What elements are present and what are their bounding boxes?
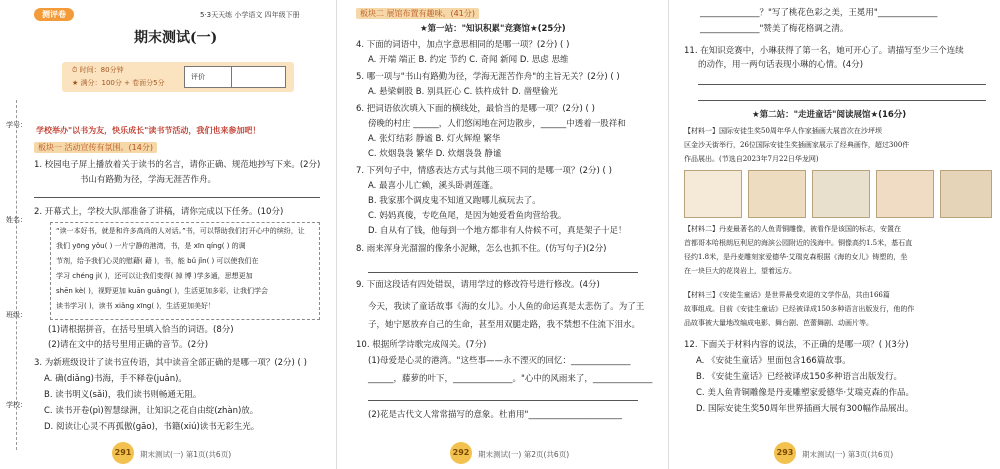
q7-option[interactable]: B. 我家那个调皮鬼不知道又跑哪儿疯玩去了。: [368, 196, 541, 206]
q1-quote: 书山有路勤为径，学海无涯苦作舟。: [80, 175, 217, 185]
student-id-label: 学号：: [6, 121, 27, 129]
station2-heading: ★第二站："走进童话"阅读展馆★(16分): [752, 110, 907, 120]
binding-line: [16, 100, 17, 450]
q5-options[interactable]: A. 悬梁刺股 B. 别具匠心 C. 铁杵成针 D. 凿壁偷光: [368, 87, 558, 97]
series-label: 5·3天天练 小学语文 四年级下册: [200, 11, 300, 19]
q2-line: “读一本好书，就是和许多高尚的人对话。”书，可以帮助我们打开心中的缤纷，让: [56, 227, 305, 235]
illustration-image: [684, 170, 742, 218]
q3-text: 3. 为新班级设计了读书宣传语，其中读音全部正确的是哪一项？(2分) ( ): [34, 358, 307, 368]
q10-answer-line[interactable]: [368, 400, 638, 401]
material3-line: 品故事被大量地改编成电影、舞台剧、芭蕾舞剧、动画片等。: [684, 319, 873, 327]
q12-text: 12. 下面关于材料内容的说法，不正确的是哪一项？( )(3分): [684, 340, 909, 350]
illustration-image: [940, 170, 992, 218]
test-badge: 测评卷: [34, 8, 74, 21]
page-number-badge: 291: [112, 442, 134, 464]
material1-line: 作品展出。(节选自2023年7月22日华龙网): [684, 155, 819, 163]
q2-line: 我们 yōng yǒu( ) 一片宁静的港湾，书，是 xīn qíng( ) 的调: [56, 242, 246, 250]
section2-heading: 板块二 展馆布置有趣味。(41分): [356, 8, 479, 19]
q6-option[interactable]: A. 张灯结彩 静谧 B. 灯火辉煌 繁华: [368, 134, 501, 144]
school-label: 学校：: [6, 401, 27, 409]
class-label: 班级：: [6, 311, 27, 319]
q3-option[interactable]: C. 读书开卷(pì)智慧绿洲，让知识之花自由绽(zhàn)放。: [44, 406, 259, 416]
student-name-label: 姓名：: [6, 216, 27, 224]
exam-full-score: ★ 满分：100分 + 卷面分5分: [72, 79, 165, 87]
q12-option[interactable]: A. 《安徒生童话》里面包含166篇故事。: [696, 356, 851, 366]
q2-text: 2. 开幕式上，学校大队部准备了讲稿，请你完成以下任务。(10分): [34, 207, 284, 217]
material1-line: 【材料一】国际安徒生奖50周年华人作家插画大展首次在沙坪坝: [684, 127, 882, 135]
score-box[interactable]: [184, 66, 286, 88]
score-divider: [231, 67, 232, 87]
material2-line: 在一块巨大的花岗岩上，望着远方。: [684, 267, 796, 275]
illustration-image: [812, 170, 870, 218]
material2-line: 【材料二】丹麦最著名的人鱼青铜雕像，被看作是该国的标志，安置在: [684, 225, 901, 233]
q2-line: shēn kè( )，视野更加 kuān guǎng( )，生活更加多彩，让我们学会: [56, 287, 269, 295]
page-footer: 期末测试(一) 第1页(共6页): [140, 450, 232, 459]
q11-answer-line[interactable]: [698, 100, 986, 101]
q7-option[interactable]: A. 最喜小儿亡赖，溪头卧剥莲蓬。: [368, 181, 499, 191]
page-number-badge: 292: [450, 442, 472, 464]
q10-continued: ______________？"写了桃花色彩之美，王冕用"______________: [700, 8, 938, 18]
exam-info-box: [62, 62, 294, 92]
q2-line: 节剂，给予我们心灵的慰藉( 藉 )，书，能 bǔ jǐn( ) 可以使我们在: [56, 257, 259, 265]
illustration-image: [876, 170, 934, 218]
illustration-image: [748, 170, 806, 218]
q10-sub2: (2)花是古代文人常常描写的意象。杜甫用"______________________: [368, 410, 622, 420]
q2-line: 读书学习( )，读书 xiǎng xīng( )，生活更加美好！: [56, 302, 216, 310]
q10-sub1-cont: ______，藤萝的叶下，______________。"心中的风雨来了，______________: [368, 374, 653, 384]
q9-text: 9. 下面这段话有四处错误，请用学过的修改符号进行修改。(4分): [356, 280, 600, 290]
q2-sub2: (2)请在文中的括号里用正确的音节。(2分): [48, 340, 209, 350]
q5-text: 5. 哪一项与"书山有路勤为径，学海无涯苦作舟"的主旨无关？(2分) ( ): [356, 72, 620, 82]
q2-sub1: (1)请根据拼音，在括号里填入恰当的词语。(8分): [48, 325, 234, 335]
q8-answer-line[interactable]: [368, 272, 638, 273]
material2-line: 首都哥本哈根朗厄利尼的海滨公园附近的浅海中。铜像高约1.5米，基石直: [684, 239, 913, 247]
q3-option[interactable]: A. 确(diǎng)书海，手不释卷(juǎn)。: [44, 374, 187, 384]
q10-sub1: (1)母爱是心灵的港湾。"这些事——永不湮灭的回忆：______________: [368, 356, 631, 366]
q6-option[interactable]: C. 炊烟袅袅 繁华 D. 炊烟袅袅 静谧: [368, 149, 502, 159]
q1-answer-line[interactable]: [34, 197, 320, 198]
station1-heading: ★第一站："知识积累"竞赛馆★(25分): [420, 24, 566, 34]
page-title: 期末测试(一): [134, 30, 218, 46]
q9-passage: 今天，我读了童话故事《海的女儿》。小人鱼的命运真是太悲伤了。为了王: [368, 302, 645, 312]
material3-line: 【材料三】《安徒生童话》是世界最受欢迎的文学作品，共由166篇: [684, 291, 890, 299]
q7-text: 7. 下列句子中，情感表达方式与其他三项不同的是哪一项？(2分) ( ): [356, 166, 612, 176]
q4-text: 4. 下面的词语中，加点字意思相同的是哪一项？(2分) ( ): [356, 40, 570, 50]
q4-options[interactable]: A. 开端 端正 B. 约定 节约 C. 奇闻 新闻 D. 思虑 思维: [368, 55, 569, 65]
q12-option[interactable]: D. 国际安徒生奖50周年世界插画大展有300幅作品展出。: [696, 404, 914, 414]
material3-line: 故事组成。目前《安徒生童话》已经被译成150多种语言出版发行，他的作: [684, 305, 915, 313]
intro-text: 学校举办"以书为友，快乐成长"读书节活动，我们也来参加吧！: [36, 126, 261, 135]
exam-page-3: [670, 0, 1000, 469]
q10-text: 10. 根据所学诗歌完成闯关。(7分): [356, 340, 487, 350]
material1-line: 区金沙天街举行，26位国际安徒生奖插画家展示了经典画作，超过300件: [684, 141, 910, 149]
section1-heading: 板块一 活动宣传有氛围。(14分): [34, 142, 157, 153]
q12-option[interactable]: B. 《安徒生童话》已经被译成150多种语言出版发行。: [696, 372, 902, 382]
q10-continued: ______________"赞美了梅花格调之清。: [700, 24, 849, 34]
page-footer: 期末测试(一) 第3页(共6页): [802, 450, 894, 459]
q2-line: 学习 chéng jì( )，还可以让我们变得( 掉 博 )学多通，思想更加: [56, 272, 253, 280]
q12-option[interactable]: C. 美人鱼青铜雕像是丹麦雕塑家爱德华·艾瑞克森的作品。: [696, 388, 915, 398]
exam-page-1: [0, 0, 337, 469]
material2-line: 径约1.8米，是丹麦雕刻家爱德华·艾瑞克森根据《海的女儿》铸塑的，坐: [684, 253, 908, 261]
score-label: 评价: [191, 73, 205, 81]
q7-option[interactable]: D. 自从有了钱，他每到一个地方都非有人侍候不可，真是架子十足！: [368, 226, 627, 236]
q11-text-cont: 的动作，用一两句话表现小琳的心情。(4分): [698, 60, 864, 70]
q3-option[interactable]: B. 读书明义(sǎi)，我们读书则畅通无阻。: [44, 390, 202, 400]
q11-answer-line[interactable]: [698, 84, 986, 85]
q3-option[interactable]: D. 阅读让心灵不再孤傲(gāo)，书籍(xiú)读书无彩生光。: [44, 422, 260, 432]
q8-text: 8. 雨来浑身光溜溜的像条小泥鳅，怎么也抓不住。(仿写句子)(2分): [356, 244, 607, 254]
q1-text: 1. 校园电子屏上播放着关于读书的名言，请你正确、规范地抄写下来。(2分): [34, 160, 321, 170]
q9-passage: 子，她宁愿放弃自己的生命，甚至用双腿走路，我不禁想不住流下泪水。: [368, 320, 641, 330]
exam-page-2: [338, 0, 669, 469]
page-number-badge: 293: [774, 442, 796, 464]
page-footer: 期末测试(一) 第2页(共6页): [478, 450, 570, 459]
q7-option[interactable]: C. 妈妈真傻，专吃鱼尾，是因为她爱看鱼肉营给我。: [368, 211, 567, 221]
exam-time: ⏱ 时间：80分钟: [72, 66, 124, 74]
q11-text: 11. 在知识竞赛中，小琳获得了第一名，她可开心了。请描写至少三个连续: [684, 46, 964, 56]
q6-text: 6. 把词语依次填入下面的横线处，最恰当的是哪一项？(2分) ( ): [356, 104, 595, 114]
q6-sentence: 傍晚的村庄 ______，人们悠闲地在河边散步，______中透着一股祥和: [368, 119, 626, 129]
